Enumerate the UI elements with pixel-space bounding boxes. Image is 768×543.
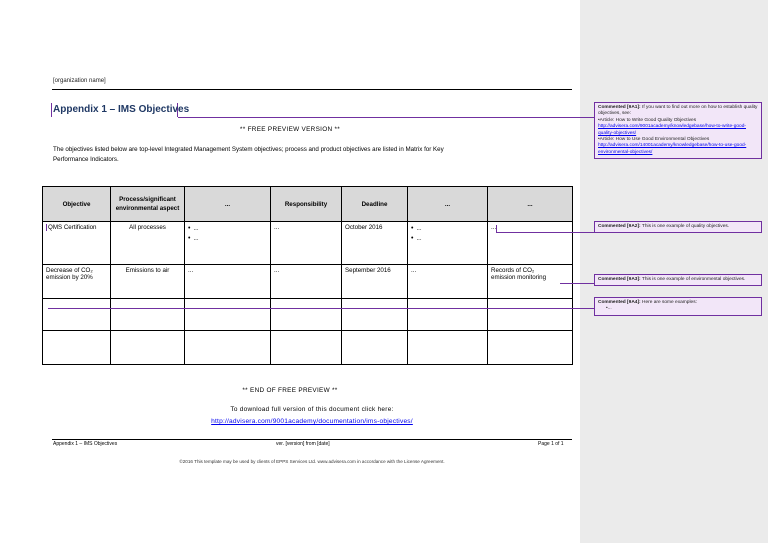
comment-connector-9a3 — [560, 283, 594, 284]
comment-connector-9a2 — [496, 232, 594, 233]
cell-empty[interactable] — [488, 299, 573, 331]
cell-objective[interactable] — [43, 222, 111, 265]
download-text: To download full version of this document click here: — [230, 406, 394, 413]
comment-9a3[interactable] — [594, 274, 762, 286]
records-text-line-1: Records of CO₂ — [491, 267, 535, 274]
cell-empty[interactable] — [271, 299, 342, 331]
cell-deadline[interactable]: October 2016 — [342, 222, 408, 265]
comment-item: •... — [606, 306, 612, 312]
cell-responsibility[interactable]: ... — [271, 222, 342, 265]
footer-page-number: Page 1 of 1 — [538, 441, 564, 447]
cell-responsibility[interactable]: ... — [271, 265, 342, 299]
table-row — [43, 222, 573, 265]
free-preview-notice: ** FREE PREVIEW VERSION ** — [239, 126, 341, 133]
comment-connector-9a4 — [48, 308, 594, 309]
objective-text-line-2: emission by 20% — [46, 274, 93, 281]
cell-bullets[interactable] — [408, 222, 488, 265]
cell-bullets[interactable] — [185, 222, 271, 265]
cell-objective[interactable] — [43, 265, 111, 299]
records-text-line-2: emission monitoring — [491, 274, 547, 281]
list-item: • ... — [411, 224, 484, 234]
comment-text: This is one example of quality objectives. — [641, 224, 730, 229]
cell-empty[interactable] — [111, 331, 185, 365]
download-link[interactable]: http://advisera.com/9001academy/documentation/ims-objectives/ — [211, 418, 413, 425]
document-title: Appendix 1 – IMS Objectives — [53, 104, 190, 115]
footer-document-name: Appendix 1 – IMS Objectives — [53, 441, 118, 447]
cell-empty[interactable] — [111, 299, 185, 331]
comment-label: Commented [9A3]: — [598, 277, 641, 282]
table-row — [43, 265, 573, 299]
comment-connector-9a1 — [178, 117, 594, 118]
cell-deadline[interactable]: September 2016 — [342, 265, 408, 299]
cell-empty[interactable] — [271, 331, 342, 365]
cell-empty[interactable] — [185, 331, 271, 365]
col-header-deadline: Deadline — [342, 187, 408, 222]
col-header-placeholder-2: ... — [408, 187, 488, 222]
cell-last[interactable]: ... — [488, 222, 573, 265]
end-preview-notice: ** END OF FREE PREVIEW ** — [242, 387, 338, 394]
header-organization-name: [organization name] — [53, 78, 106, 84]
col-header-placeholder-3: ... — [488, 187, 573, 222]
comments-pane — [580, 0, 768, 543]
cell-empty[interactable] — [488, 331, 573, 365]
cell-empty[interactable] — [342, 299, 408, 331]
cell-empty[interactable] — [408, 331, 488, 365]
comment-label: Commented [9A1]: — [598, 105, 641, 110]
list-item: • ... — [188, 224, 267, 234]
cell-col6[interactable]: ... — [408, 265, 488, 299]
objective-text-line-1: Decrease of CO₂ — [46, 267, 93, 274]
comment-text: Here are some examples: — [642, 300, 697, 305]
comment-text: If you want to find out more on how to establish quality objectives, see: — [598, 105, 758, 117]
cell-empty[interactable] — [342, 331, 408, 365]
intro-line-1: The objectives listed below are top-level Integrated Management System objectives; process and product objectives are listed in Matrix for Key — [53, 146, 444, 153]
objective-text: QMS Certification — [48, 224, 97, 231]
comment-9a1[interactable] — [594, 102, 762, 159]
intro-line-2: Performance Indicators. — [53, 156, 119, 163]
cell-empty[interactable] — [43, 299, 111, 331]
list-item: • ... — [188, 234, 267, 244]
footer-version: ver. [version] from [date] — [276, 441, 330, 447]
table-row — [43, 331, 573, 365]
footer-copyright: ©2016 This template may be used by clients of EPPS Services Ltd. www.advisera.com in accordance with the License Agreement. — [179, 459, 445, 464]
table-row — [43, 299, 573, 331]
comment-label: Commented [9A4]: — [598, 300, 641, 305]
intro-paragraph — [53, 145, 553, 165]
objectives-table — [42, 186, 573, 365]
header-divider — [52, 89, 572, 90]
comment-text: This is one example of environmental objectives. — [641, 277, 746, 282]
comment-link[interactable]: http://advisera.com/9001academy/knowledgebase/how-to-write-good-quality-objectives/ — [598, 124, 746, 136]
cell-process[interactable]: All processes — [111, 222, 185, 265]
comment-9a2[interactable] — [594, 221, 762, 233]
col-header-objective: Objective — [43, 187, 111, 222]
cell-empty[interactable] — [43, 331, 111, 365]
cell-empty[interactable] — [408, 299, 488, 331]
cell-empty[interactable] — [185, 299, 271, 331]
comment-item: •Article: How to Use Good Environmental Objectives — [598, 137, 710, 143]
footer-divider — [52, 439, 572, 440]
cell-last[interactable] — [488, 265, 573, 299]
col-header-responsibility: Responsibility — [271, 187, 342, 222]
col-header-process: Process/significant environmental aspect — [111, 187, 185, 222]
comment-link[interactable]: http://advisera.com/14001academy/knowledgebase/how-to-use-good-environmental-objectives/ — [598, 143, 747, 155]
cell-col3[interactable]: ... — [185, 265, 271, 299]
comment-item: •Article: How to Write Good Quality Objectives — [598, 117, 697, 123]
col-header-placeholder-1: ... — [185, 187, 271, 222]
comment-9a4[interactable] — [594, 297, 762, 316]
comment-label: Commented [9A2]: — [598, 224, 641, 229]
list-item: • ... — [411, 234, 484, 244]
cell-process[interactable]: Emissions to air — [111, 265, 185, 299]
